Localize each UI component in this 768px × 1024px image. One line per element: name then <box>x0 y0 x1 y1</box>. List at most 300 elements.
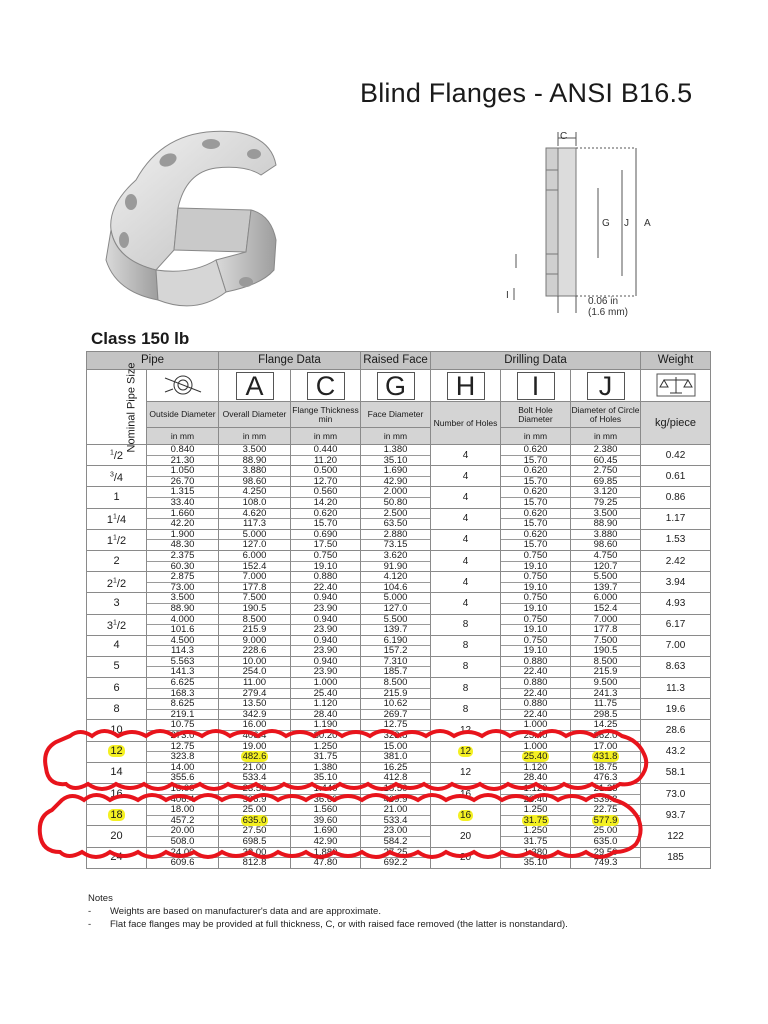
cell-circle-diameter <box>571 826 641 847</box>
outside-diameter-in: 6.625 <box>147 678 218 689</box>
overall-diameter-mm: 254.0 <box>242 666 267 678</box>
cell-face-diameter <box>361 762 431 783</box>
face-diameter-in: 1.380 <box>361 445 430 456</box>
face-diameter-mm: 692.2 <box>383 857 408 869</box>
cell-outside-diameter <box>147 508 219 529</box>
unit-label: in mm <box>571 428 641 445</box>
cell-circle-diameter <box>571 699 641 720</box>
face-diameter-in: 8.500 <box>361 678 430 689</box>
cell-bolt-hole-diameter <box>501 572 571 593</box>
cell-overall-diameter <box>219 826 291 847</box>
overall-diameter-mm: 127.0 <box>242 539 267 551</box>
cell-weight: 8.63 <box>641 656 711 677</box>
pipe-size-value: 18 <box>110 808 123 821</box>
cell-circle-diameter <box>571 614 641 635</box>
outside-diameter-mm: 33.40 <box>170 496 195 508</box>
face-diameter-in: 4.120 <box>361 572 430 583</box>
bolt-hole-diameter-mm: 15.70 <box>523 454 548 466</box>
overall-diameter-in: 25.00 <box>219 805 290 816</box>
cell-number-of-holes <box>431 593 501 614</box>
flange-thickness-mm: 23.90 <box>313 602 338 614</box>
notes-heading: Notes <box>88 893 113 904</box>
page-title: Blind Flanges - ANSI B16.5 <box>360 78 693 108</box>
outside-diameter-mm: 406.4 <box>170 793 195 805</box>
cell-overall-diameter <box>219 550 291 571</box>
flange-thickness-mm: 35.10 <box>313 772 338 784</box>
cell-pipe-size <box>87 847 147 868</box>
overall-diameter-mm: 152.4 <box>242 560 267 572</box>
cell-overall-diameter <box>219 762 291 783</box>
cell-weight: 43.2 <box>641 741 711 762</box>
cell-face-diameter <box>361 678 431 699</box>
note-text: Weights are based on manufacturer's data and are approximate. <box>110 906 381 917</box>
number-of-holes-value: 8 <box>462 619 469 631</box>
flange-thickness-in: 1.880 <box>291 848 360 859</box>
unit-label: in mm <box>219 428 291 445</box>
header-bolt-hole-diameter: Bolt Hole Diameter <box>501 402 571 428</box>
flange-thickness-in: 1.190 <box>291 720 360 731</box>
highlight-marker: 431.8 <box>593 751 618 763</box>
bolt-hole-diameter-in: 1.250 <box>501 826 570 837</box>
cell-flange-thickness <box>291 784 361 805</box>
outside-diameter-in: 4.000 <box>147 615 218 626</box>
table-row <box>87 529 711 550</box>
letter-i-icon: I <box>517 372 555 400</box>
face-diameter-mm: 73.15 <box>383 539 408 551</box>
bolt-hole-diameter-mm: 15.70 <box>523 539 548 551</box>
face-diameter-mm: 185.7 <box>383 666 408 678</box>
number-of-holes-value: 16 <box>459 788 472 800</box>
cell-bolt-hole-diameter <box>501 550 571 571</box>
cell-weight: 185 <box>641 847 711 868</box>
circle-diameter-in: 7.500 <box>571 636 640 647</box>
bolt-hole-diameter-mm: 15.70 <box>523 475 548 487</box>
face-diameter-mm: 139.7 <box>383 624 408 636</box>
scale-icon-cell <box>641 370 711 402</box>
cell-bolt-hole-diameter <box>501 762 571 783</box>
circle-diameter-in: 22.75 <box>571 805 640 816</box>
cell-face-diameter <box>361 720 431 741</box>
cell-outside-diameter <box>147 445 219 466</box>
table-row <box>87 550 711 571</box>
outside-diameter-mm: 323.8 <box>170 751 195 763</box>
number-of-holes-value: 8 <box>462 661 469 673</box>
pipe-size-value: 4 <box>113 639 120 652</box>
bolt-hole-diameter-in: 0.620 <box>501 466 570 477</box>
cell-bolt-hole-diameter <box>501 720 571 741</box>
pipe-size-value: $^3$/4 <box>109 470 124 484</box>
outside-diameter-in: 2.375 <box>147 551 218 562</box>
cell-number-of-holes <box>431 445 501 466</box>
cell-outside-diameter <box>147 826 219 847</box>
overall-diameter-in: 5.000 <box>219 530 290 541</box>
number-of-holes-value: 12 <box>459 767 472 779</box>
overall-diameter-in: 3.500 <box>219 445 290 456</box>
cell-number-of-holes <box>431 614 501 635</box>
cell-flange-thickness <box>291 678 361 699</box>
circle-diameter-mm: 190.5 <box>593 645 618 657</box>
cell-number-of-holes <box>431 847 501 868</box>
unit-label: in mm <box>501 428 571 445</box>
cell-overall-diameter <box>219 805 291 826</box>
face-diameter-in: 23.00 <box>361 826 430 837</box>
bolt-hole-diameter-in: 0.750 <box>501 551 570 562</box>
face-diameter-mm: 584.2 <box>383 835 408 847</box>
overall-diameter-mm: 342.9 <box>242 708 267 720</box>
cell-outside-diameter <box>147 593 219 614</box>
unit-label: in mm <box>291 428 361 445</box>
overall-diameter-in: 13.50 <box>219 699 290 710</box>
outside-diameter-in: 8.625 <box>147 699 218 710</box>
bolt-hole-diameter-mm: 19.10 <box>523 602 548 614</box>
letter-h-icon: H <box>447 372 485 400</box>
cell-flange-thickness <box>291 805 361 826</box>
cell-outside-diameter <box>147 550 219 571</box>
face-diameter-mm: 381.0 <box>383 751 408 763</box>
note-item: - Weights are based on manufacturer's data and are approximate. <box>88 906 381 917</box>
cell-bolt-hole-diameter <box>501 741 571 762</box>
flange-thickness-in: 0.940 <box>291 657 360 668</box>
table-row <box>87 678 711 699</box>
cell-overall-diameter <box>219 487 291 508</box>
cell-flange-thickness <box>291 656 361 677</box>
letter-j-icon: J <box>587 372 625 400</box>
face-diameter-mm: 63.50 <box>383 518 408 530</box>
header-number-of-holes: Number of Holes <box>431 402 501 445</box>
face-diameter-in: 5.000 <box>361 593 430 604</box>
dim-label-c: C <box>560 131 568 142</box>
outside-diameter-in: 1.660 <box>147 509 218 520</box>
cell-overall-diameter <box>219 529 291 550</box>
overall-diameter-mm: 596.9 <box>242 793 267 805</box>
cell-overall-diameter <box>219 656 291 677</box>
overall-diameter-in: 7.000 <box>219 572 290 583</box>
flange-thickness-in: 0.880 <box>291 572 360 583</box>
table-row <box>87 762 711 783</box>
note-text: Flat face flanges may be provided at full thickness, C, or with raised face removed (the latter is nonstandard). <box>110 919 568 930</box>
circle-diameter-mm: 69.85 <box>593 475 618 487</box>
cell-number-of-holes <box>431 826 501 847</box>
cell-bolt-hole-diameter <box>501 847 571 868</box>
cell-weight: 2.42 <box>641 550 711 571</box>
face-diameter-mm: 412.8 <box>383 772 408 784</box>
circle-diameter-in: 2.380 <box>571 445 640 456</box>
overall-diameter-in: 3.880 <box>219 466 290 477</box>
highlight-marker: 482.6 <box>242 751 267 763</box>
number-of-holes-value: 20 <box>459 852 472 864</box>
circle-diameter-mm: 60.45 <box>593 454 618 466</box>
header-kg-piece: kg/piece <box>641 402 711 445</box>
header-drilling-data: Drilling Data <box>431 352 641 370</box>
outside-diameter-mm: 168.3 <box>170 687 195 699</box>
outside-diameter-in: 24.00 <box>147 848 218 859</box>
table-row <box>87 847 711 868</box>
bolt-hole-diameter-mm: 22.40 <box>523 666 548 678</box>
cell-flange-thickness <box>291 529 361 550</box>
cell-bolt-hole-diameter <box>501 508 571 529</box>
cell-face-diameter <box>361 466 431 487</box>
bolt-hole-diameter-in: 1.000 <box>501 720 570 731</box>
cell-pipe-size <box>87 805 147 826</box>
cell-circle-diameter <box>571 466 641 487</box>
face-diameter-in: 1.690 <box>361 466 430 477</box>
flange-thickness-in: 1.690 <box>291 826 360 837</box>
cell-circle-diameter <box>571 678 641 699</box>
cell-overall-diameter <box>219 593 291 614</box>
number-of-holes-value: 4 <box>462 513 469 525</box>
flange-thickness-in: 0.750 <box>291 551 360 562</box>
circle-diameter-in: 5.500 <box>571 572 640 583</box>
cell-pipe-size <box>87 466 147 487</box>
letter-g-icon: G <box>377 372 415 400</box>
circle-diameter-mm: 177.8 <box>593 624 618 636</box>
number-of-holes-value: 4 <box>462 576 469 588</box>
cell-circle-diameter <box>571 847 641 868</box>
table-row <box>87 741 711 762</box>
pipe-size-value: $^1$/2 <box>109 449 124 463</box>
cell-weight: 19.6 <box>641 699 711 720</box>
cell-outside-diameter <box>147 762 219 783</box>
overall-diameter-mm: 533.4 <box>242 772 267 784</box>
circle-diameter-in: 8.500 <box>571 657 640 668</box>
cell-circle-diameter <box>571 784 641 805</box>
cell-weight: 6.17 <box>641 614 711 635</box>
cell-number-of-holes <box>431 762 501 783</box>
letter-c-icon: C <box>307 372 345 400</box>
outside-diameter-in: 14.00 <box>147 763 218 774</box>
circle-diameter-in: 9.500 <box>571 678 640 689</box>
table-row <box>87 487 711 508</box>
cell-face-diameter <box>361 847 431 868</box>
cell-flange-thickness <box>291 762 361 783</box>
pipe-size-value: 16 <box>110 787 123 800</box>
cell-flange-thickness <box>291 508 361 529</box>
overall-diameter-in: 32.00 <box>219 848 290 859</box>
pipe-size-value: 8 <box>113 702 120 715</box>
flange-thickness-mm: 12.70 <box>313 475 338 487</box>
face-diameter-mm: 50.80 <box>383 496 408 508</box>
number-of-holes-value: 12 <box>459 746 472 758</box>
header-raised-face: Raised Face <box>361 352 431 370</box>
cell-pipe-size <box>87 720 147 741</box>
cell-face-diameter <box>361 784 431 805</box>
cell-weight: 122 <box>641 826 711 847</box>
cell-outside-diameter <box>147 784 219 805</box>
face-diameter-mm: 104.6 <box>383 581 408 593</box>
number-of-holes-value: 4 <box>462 449 469 461</box>
flange-thickness-in: 0.440 <box>291 445 360 456</box>
pipe-size-value: 14 <box>110 766 123 779</box>
cell-flange-thickness <box>291 741 361 762</box>
flange-thickness-in: 1.250 <box>291 742 360 753</box>
cell-overall-diameter <box>219 678 291 699</box>
cell-face-diameter <box>361 508 431 529</box>
cell-pipe-size <box>87 529 147 550</box>
overall-diameter-mm: 406.4 <box>242 730 267 742</box>
flange-thickness-mm: 47.80 <box>313 857 338 869</box>
cell-weight: 1.53 <box>641 529 711 550</box>
flange-thickness-in: 1.000 <box>291 678 360 689</box>
dimension-drawing <box>496 128 686 324</box>
highlight-marker: 635.0 <box>242 814 267 826</box>
bolt-hole-diameter-mm: 28.40 <box>523 772 548 784</box>
dim-label-a: A <box>644 218 651 229</box>
header-circle-diameter: Diameter of Circle of Holes <box>571 402 641 428</box>
cell-face-diameter <box>361 614 431 635</box>
cell-bolt-hole-diameter <box>501 805 571 826</box>
flange-thickness-mm: 36.60 <box>313 793 338 805</box>
circle-diameter-in: 3.880 <box>571 530 640 541</box>
bolt-hole-diameter-mm: 15.70 <box>523 518 548 530</box>
cell-circle-diameter <box>571 508 641 529</box>
circle-diameter-mm <box>571 816 640 826</box>
cell-bolt-hole-diameter <box>501 614 571 635</box>
outside-diameter-in: 10.75 <box>147 720 218 731</box>
outside-diameter-mm: 457.2 <box>170 814 195 826</box>
bolt-hole-diameter-in: 0.750 <box>501 636 570 647</box>
cell-overall-diameter <box>219 508 291 529</box>
bolt-hole-diameter-in: 0.750 <box>501 615 570 626</box>
cell-pipe-size <box>87 678 147 699</box>
pipe-size-value: 24 <box>110 851 123 864</box>
cell-outside-diameter <box>147 572 219 593</box>
highlight-marker: 25.40 <box>523 751 548 763</box>
cell-number-of-holes <box>431 529 501 550</box>
header-flange-data: Flange Data <box>219 352 361 370</box>
number-of-holes-value: 8 <box>462 703 469 715</box>
overall-diameter-mm: 177.8 <box>242 581 267 593</box>
cell-weight: 93.7 <box>641 805 711 826</box>
cell-outside-diameter <box>147 699 219 720</box>
bolt-hole-diameter-in: 0.620 <box>501 487 570 498</box>
bolt-hole-diameter-in: 0.620 <box>501 530 570 541</box>
face-diameter-mm: 91.90 <box>383 560 408 572</box>
scale-icon <box>654 372 698 398</box>
circle-diameter-mm: 298.5 <box>593 708 618 720</box>
table-row <box>87 635 711 656</box>
cell-flange-thickness <box>291 826 361 847</box>
flange-thickness-mm: 14.20 <box>313 496 338 508</box>
flange-illustration <box>96 120 286 320</box>
overall-diameter-mm <box>219 816 290 826</box>
cell-flange-thickness <box>291 487 361 508</box>
flange-thickness-mm: 23.90 <box>313 666 338 678</box>
highlight-marker: 577.9 <box>593 814 618 826</box>
circle-diameter-mm: 98.60 <box>593 539 618 551</box>
circle-diameter-mm: 139.7 <box>593 581 618 593</box>
table-row <box>87 572 711 593</box>
flange-thickness-mm: 22.40 <box>313 581 338 593</box>
notes <box>88 892 568 931</box>
flange-thickness-mm: 17.50 <box>313 539 338 551</box>
overall-diameter-in: 9.000 <box>219 636 290 647</box>
outside-diameter-mm: 26.70 <box>170 475 195 487</box>
cell-number-of-holes <box>431 550 501 571</box>
cell-pipe-size <box>87 572 147 593</box>
circle-diameter-mm: 215.9 <box>593 666 618 678</box>
number-of-holes-value: 4 <box>462 491 469 503</box>
cell-outside-diameter <box>147 847 219 868</box>
circle-diameter-in: 4.750 <box>571 551 640 562</box>
cell-pipe-size <box>87 508 147 529</box>
cell-overall-diameter <box>219 635 291 656</box>
cell-circle-diameter <box>571 529 641 550</box>
header-nominal-pipe-size: Nominal Pipe Size <box>87 370 147 445</box>
header-face-diameter: Face Diameter <box>361 402 431 428</box>
cell-number-of-holes <box>431 805 501 826</box>
cell-face-diameter <box>361 487 431 508</box>
overall-diameter-mm: 279.4 <box>242 687 267 699</box>
table-row <box>87 593 711 614</box>
flange-thickness-mm: 19.10 <box>313 560 338 572</box>
bolt-hole-diameter-mm: 15.70 <box>523 496 548 508</box>
face-diameter-mm: 269.7 <box>383 708 408 720</box>
table-row <box>87 784 711 805</box>
cell-flange-thickness <box>291 572 361 593</box>
bolt-hole-diameter-mm: 19.10 <box>523 645 548 657</box>
cell-pipe-size <box>87 741 147 762</box>
number-of-holes-value: 16 <box>459 809 472 821</box>
cell-face-diameter <box>361 593 431 614</box>
cell-circle-diameter <box>571 656 641 677</box>
cell-number-of-holes <box>431 635 501 656</box>
outside-diameter-in: 1.315 <box>147 487 218 498</box>
outside-diameter-mm: 273.0 <box>170 730 195 742</box>
flange-thickness-in: 0.500 <box>291 466 360 477</box>
cell-outside-diameter <box>147 635 219 656</box>
circle-diameter-in: 3.120 <box>571 487 640 498</box>
cell-overall-diameter <box>219 466 291 487</box>
cell-number-of-holes <box>431 656 501 677</box>
pipe-size-value: 3 <box>113 596 120 609</box>
bolt-hole-diameter-mm: 22.40 <box>523 708 548 720</box>
cell-pipe-size <box>87 826 147 847</box>
circle-diameter-in: 29.50 <box>571 848 640 859</box>
flange-thickness-in: 1.380 <box>291 763 360 774</box>
pipe-size-value: $3^1/2$ <box>106 619 127 632</box>
flange-thickness-in: 0.940 <box>291 593 360 604</box>
cell-face-diameter <box>361 699 431 720</box>
cell-bolt-hole-diameter <box>501 635 571 656</box>
overall-diameter-in: 4.620 <box>219 509 290 520</box>
face-diameter-in: 2.500 <box>361 509 430 520</box>
cell-outside-diameter <box>147 466 219 487</box>
cell-outside-diameter <box>147 487 219 508</box>
bolt-hole-diameter-mm: 19.10 <box>523 624 548 636</box>
face-diameter-in: 3.620 <box>361 551 430 562</box>
outside-diameter-mm: 609.6 <box>170 857 195 869</box>
cell-flange-thickness <box>291 445 361 466</box>
cell-bolt-hole-diameter <box>501 529 571 550</box>
pipe-size-value: 12 <box>110 745 123 758</box>
pipe-size-value: 1 <box>113 490 120 503</box>
dim-label-offset-mm: (1.6 mm) <box>588 307 628 318</box>
header-flange-thickness: Flange Thickness min <box>291 402 361 428</box>
cell-number-of-holes <box>431 466 501 487</box>
cell-overall-diameter <box>219 784 291 805</box>
outside-diameter-mm: 21.30 <box>170 454 195 466</box>
overall-diameter-mm: 98.60 <box>242 475 267 487</box>
outside-diameter-in: 4.500 <box>147 636 218 647</box>
cell-circle-diameter <box>571 445 641 466</box>
cell-face-diameter <box>361 656 431 677</box>
circle-diameter-in: 3.500 <box>571 509 640 520</box>
bolt-hole-diameter-in: 1.250 <box>501 805 570 816</box>
flange-thickness-mm: 25.40 <box>313 687 338 699</box>
outside-diameter-mm: 101.6 <box>170 624 195 636</box>
overall-diameter-mm: 698.5 <box>242 835 267 847</box>
cell-outside-diameter <box>147 529 219 550</box>
